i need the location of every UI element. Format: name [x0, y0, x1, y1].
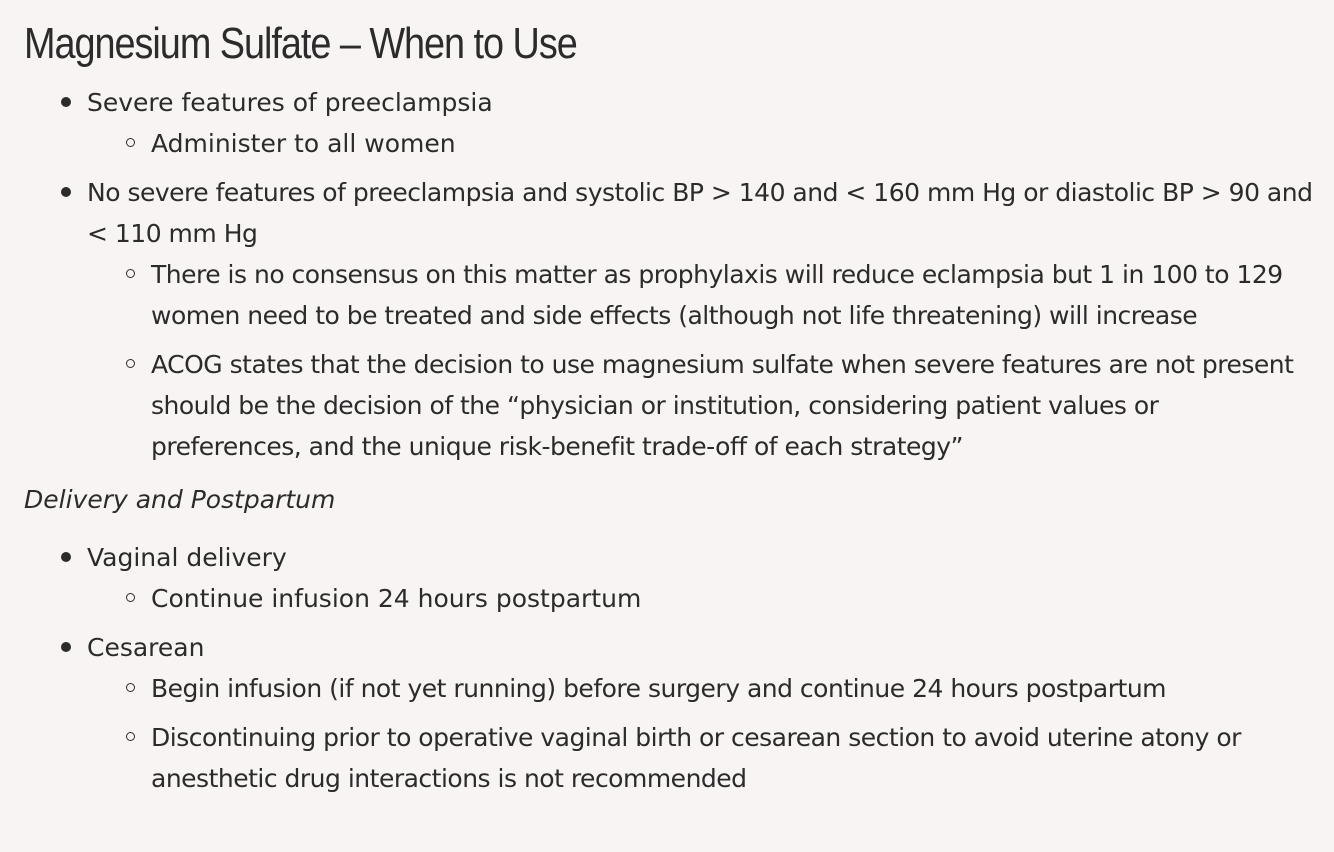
bullet-circle-icon: [126, 732, 135, 741]
indication-list: [24, 82, 1314, 467]
sub-list-item-text: Administer to all women: [151, 129, 456, 158]
sub-list-item: [151, 123, 1314, 164]
bullet-circle-icon: [126, 269, 135, 278]
list-item-text: Cesarean: [87, 633, 205, 662]
sub-list-item-text: Discontinuing prior to operative vaginal birth or cesarean section to avoid uterine atony or anesthetic drug interactions is not recommended: [151, 723, 1241, 793]
sub-list-item: [151, 578, 1314, 619]
bullet-circle-icon: [126, 359, 135, 368]
sub-list-item-text: Continue infusion 24 hours postpartum: [151, 584, 642, 613]
slide-content: [24, 14, 1314, 807]
sub-list-item: [151, 344, 1314, 467]
sub-list-item: [151, 717, 1314, 799]
sub-list-item: [151, 668, 1314, 709]
list-item: [87, 627, 1314, 799]
list-item-text: No severe features of preeclampsia and systolic BP > 140 and < 160 mm Hg or diastolic BP > 90 and < 110 mm Hg: [87, 178, 1313, 248]
bullet-dot-icon: [61, 552, 71, 562]
sub-list-item: [151, 254, 1314, 336]
section-subheading: Delivery and Postpartum: [24, 485, 336, 514]
bullet-circle-icon: [126, 593, 135, 602]
list-item: [87, 172, 1314, 467]
sub-list: [87, 123, 1314, 164]
sub-list: [87, 578, 1314, 619]
page-title: Magnesium Sulfate – When to Use: [24, 19, 577, 68]
bullet-dot-icon: [61, 187, 71, 197]
list-item-text: Vaginal delivery: [87, 543, 287, 572]
list-item: [87, 537, 1314, 619]
sub-list-item-text: ACOG states that the decision to use magnesium sulfate when severe features are not present should be the decision of the “physician or institution, considering patient values or preferences, and the unique risk-benefit trade-off of each strategy”: [151, 350, 1294, 461]
sub-list-item-text: Begin infusion (if not yet running) before surgery and continue 24 hours postpartum: [151, 674, 1167, 703]
list-item-text: Severe features of preeclampsia: [87, 88, 493, 117]
bullet-dot-icon: [61, 97, 71, 107]
bullet-circle-icon: [126, 138, 135, 147]
sub-list: [87, 668, 1314, 799]
bullet-circle-icon: [126, 683, 135, 692]
list-item: [87, 82, 1314, 164]
sub-list: [87, 254, 1314, 467]
bullet-dot-icon: [61, 642, 71, 652]
delivery-list: [24, 537, 1314, 799]
sub-list-item-text: There is no consensus on this matter as prophylaxis will reduce eclampsia but 1 in 100 to 129 women need to be treated and side effects (although not life threatening) will increase: [151, 260, 1283, 330]
